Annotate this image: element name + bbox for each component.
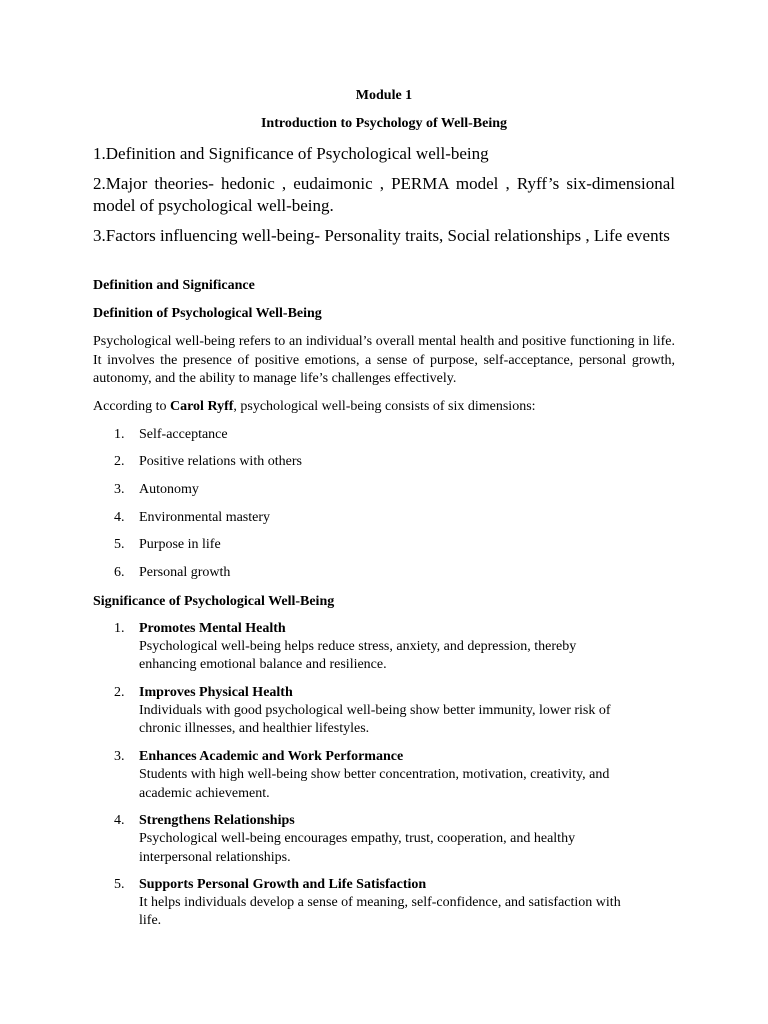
significance-text: Psychological well-being helps reduce stress, anxiety, and depression, thereby xyxy=(139,639,577,654)
list-item: Purpose in life xyxy=(139,537,221,552)
significance-text: Individuals with good psychological well-being show better immunity, lower risk of xyxy=(139,703,611,718)
list-item: Personal growth xyxy=(139,565,231,580)
list-number: 5. xyxy=(114,877,125,892)
significance-text: chronic illnesses, and healthier lifestyles. xyxy=(139,721,370,736)
list-number: 4. xyxy=(114,510,125,525)
significance-text: Psychological well-being encourages empathy, trust, cooperation, and healthy xyxy=(139,831,576,846)
module-label: Module 1 xyxy=(355,88,413,103)
list-item: Environmental mastery xyxy=(139,510,271,525)
definition-heading: Definition of Psychological Well-Being xyxy=(93,306,322,321)
list-number: 3. xyxy=(114,482,125,497)
list-number: 5. xyxy=(114,537,125,552)
significance-text: enhancing emotional balance and resilience. xyxy=(139,657,387,672)
ryff-intro-before: According to xyxy=(93,399,170,414)
list-number: 1. xyxy=(114,621,125,636)
page-title: Introduction to Psychology of Well-Being xyxy=(260,116,508,131)
list-item: Autonomy xyxy=(139,482,199,497)
significance-text: Students with high well-being show better concentration, motivation, creativity, and xyxy=(139,767,610,782)
ryff-name: Carol Ryff xyxy=(169,399,234,414)
list-number: 2. xyxy=(114,685,125,700)
significance-text: interpersonal relationships. xyxy=(139,850,291,865)
significance-text: It helps individuals develop a sense of meaning, self-confidence, and satisfaction with xyxy=(139,895,621,910)
significance-text: academic achievement. xyxy=(139,786,270,801)
list-number: 3. xyxy=(114,749,125,764)
section-heading: Definition and Significance xyxy=(93,278,255,293)
list-item: Positive relations with others xyxy=(139,454,302,469)
list-item: Self-acceptance xyxy=(139,427,228,442)
ryff-intro xyxy=(93,398,536,416)
list-number: 1. xyxy=(114,427,125,442)
significance-heading: Significance of Psychological Well-Being xyxy=(93,594,335,609)
ryff-intro-after: , psychological well-being consists of six dimensions: xyxy=(233,399,536,414)
topic-2: 2.Major theories- hedonic , eudaimonic , PERMA model , Ryff’s six-dimensional model of psychological well-being. xyxy=(93,174,675,215)
topic-1: 1.Definition and Significance of Psychological well-being xyxy=(93,144,489,163)
definition-paragraph: Psychological well-being refers to an individual’s overall mental health and positive functioning in life. It involves the presence of positive emotions, a sense of purpose, self-acceptance, personal growth, autonomy, and the ability to manage life’s challenges effectively. xyxy=(93,334,675,386)
significance-title: Strengthens Relationships xyxy=(139,813,295,828)
topic-3: 3.Factors influencing well-being- Personality traits, Social relationships , Life events xyxy=(93,226,670,245)
significance-title: Promotes Mental Health xyxy=(139,621,286,636)
significance-text: life. xyxy=(139,913,162,928)
list-number: 4. xyxy=(114,813,125,828)
significance-title: Enhances Academic and Work Performance xyxy=(139,749,404,764)
list-number: 6. xyxy=(114,565,125,580)
list-number: 2. xyxy=(114,454,125,469)
significance-title: Supports Personal Growth and Life Satisfaction xyxy=(139,877,427,892)
significance-title: Improves Physical Health xyxy=(139,685,293,700)
